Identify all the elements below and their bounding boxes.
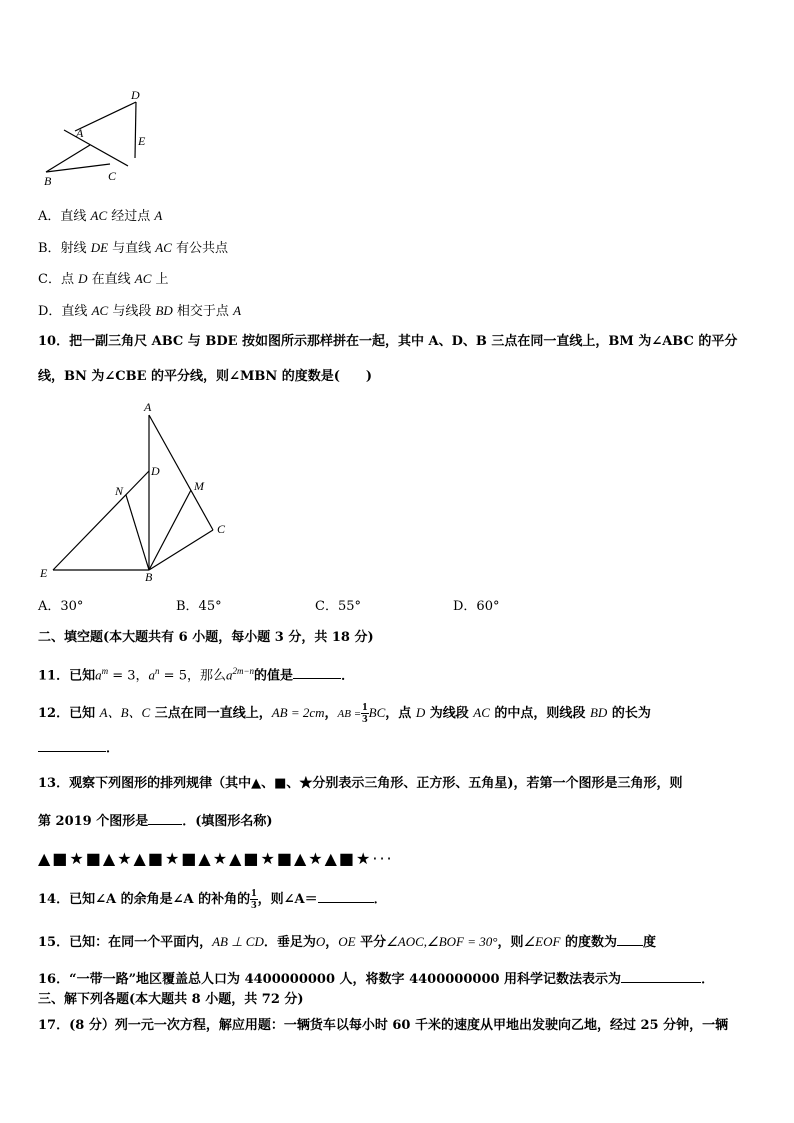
label-B: B [145, 570, 153, 584]
q10-option-a: A．30° [38, 599, 84, 614]
label-M: M [194, 479, 204, 493]
q9-option-a: A．直线 AC 经过点 A [38, 208, 163, 224]
label-A: A [144, 400, 152, 414]
q10-option-b: B．45° [176, 599, 222, 614]
label-B: B [44, 174, 52, 188]
q10-option-d: D．60° [453, 599, 500, 614]
q10-option-c: C．55° [315, 599, 361, 614]
q16: 16．“一带一路”地区覆盖总人口为 4400000000 人，将数字 4400000000 用科学记数法表示为 ． [38, 969, 714, 988]
q10-line1: 10．把一副三角尺 ABC 与 BDE 按如图所示那样拼在一起，其中 A、D、B 三点在同一直线上，BM 为∠ABC 的平分 [38, 334, 738, 349]
q12: 12．已知 A、B、C 三点在同一直线上，AB = 2cm，AB = $\frac{1}{3}$ BC，点 D 为线段 AC 的中点，则线段 BD 的长为 [38, 701, 651, 725]
figure-triangles-abc-bde [30, 398, 240, 588]
q15-answer-blank [617, 932, 643, 946]
q13-line2: 第 2019 个图形是 ．(填图形名称) [38, 811, 273, 830]
label-N: N [115, 484, 124, 498]
section-3-heading: 三、解下列各题(本大题共 8 小题，共 72 分) [38, 992, 304, 1007]
q9-option-d: D．直线 AC 与线段 BD 相交于点 A [38, 303, 242, 319]
q13-line1: 13．观察下列图形的排列规律（其中▲、■、★分别表示三角形、正方形、五角星)，若第一个图形是三角形，则 [38, 776, 683, 791]
section-2-heading: 二、填空题(本大题共有 6 小题，每小题 3 分，共 18 分) [38, 630, 374, 645]
label-C: C [217, 522, 226, 536]
q15: 15．已知：在同一个平面内，AB ⊥ CD．垂足为O，OE 平分∠AOC,∠BOF = 30°，则∠EOF 的度数为 度 [38, 934, 656, 950]
label-A: A [76, 126, 84, 140]
q9-option-c: C．点 D 在直线 AC 上 [38, 271, 169, 287]
figure-lines-de-ac [30, 82, 170, 192]
q11-answer-blank [293, 665, 341, 679]
label-D: D [131, 88, 140, 102]
q14: 14．已知∠A 的余角是∠A 的补角的 $\frac{1}{3}$ ，则∠A＝ ． [38, 887, 387, 911]
q12-answer-line: ． [38, 738, 119, 757]
label-E: E [40, 566, 48, 580]
q12-answer-blank [38, 738, 106, 752]
fraction-one-third: $\frac{1}{3}$ [362, 701, 368, 725]
label-E: E [138, 134, 146, 148]
fraction-one-third: $\frac{1}{3}$ [251, 887, 257, 911]
label-C: C [108, 169, 117, 183]
q16-answer-blank [621, 969, 701, 983]
label-D: D [151, 464, 160, 478]
q10-line2: 线，BN 为∠CBE 的平分线，则∠MBN 的度数是( ) [38, 369, 373, 384]
q11: 11．已知$a^m = 3$，$a^n = 5$，那么$a^{2m-n}$的值是 ． [38, 666, 355, 684]
q17: 17．(8 分）列一元一次方程，解应用题：一辆货车以每小时 60 千米的速度从甲地出发驶向乙地，经过 25 分钟，一辆 [38, 1018, 729, 1033]
shape-sequence: ▲■★■▲★▲■★■▲★▲■★■▲★▲■★··· [38, 849, 394, 868]
q13-answer-blank [148, 811, 182, 825]
q14-answer-blank [318, 889, 374, 903]
q9-option-b: B．射线 DE 与直线 AC 有公共点 [38, 240, 229, 256]
